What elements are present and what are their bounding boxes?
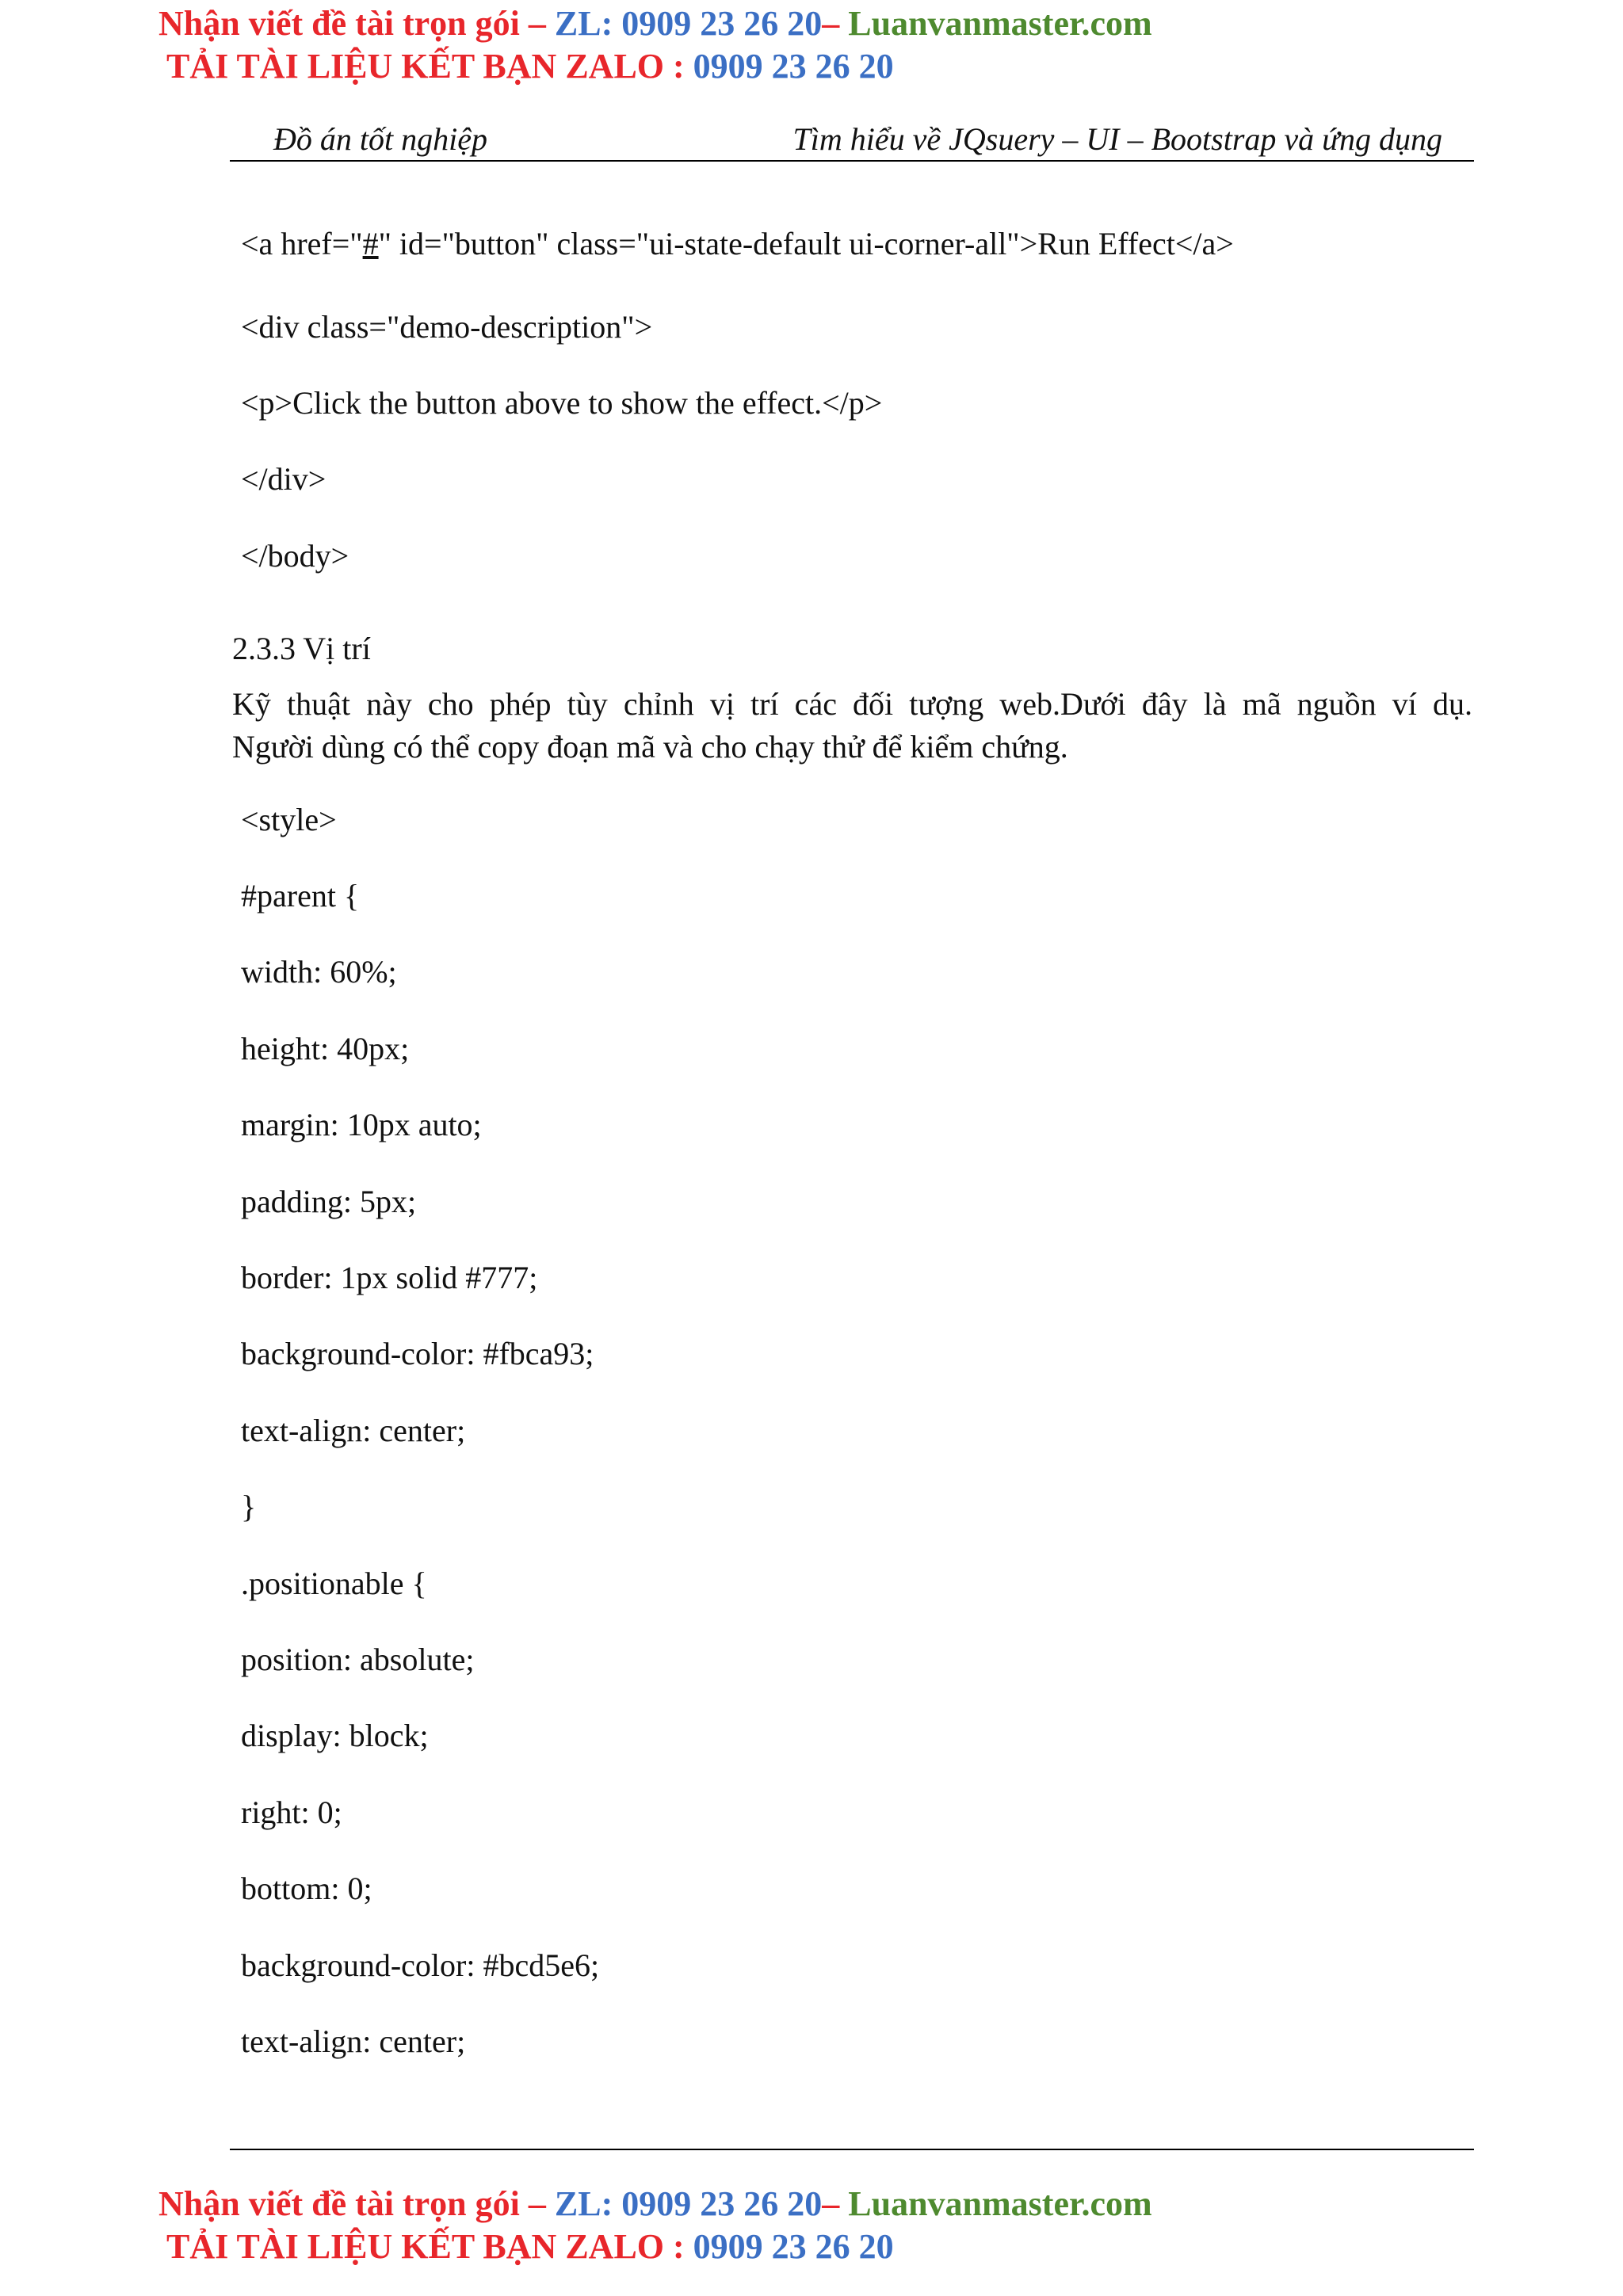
code-line-div-open: <div class="demo-description"> bbox=[241, 309, 653, 345]
running-head-right: Tìm hiểu về JQsuery – UI – Bootstrap và ứng dụng bbox=[792, 121, 1442, 157]
code-anchor-start: <a href=" bbox=[241, 226, 363, 261]
code-line-paragraph: <p>Click the button above to show the effect.</p> bbox=[241, 385, 883, 421]
top-banner-line-2 bbox=[166, 46, 894, 87]
style-code-line: display: block; bbox=[241, 1718, 429, 1753]
banner-download-phone: 0909 23 26 20 bbox=[693, 47, 894, 86]
banner-dash: – bbox=[822, 4, 849, 43]
banner-separator: – bbox=[519, 2184, 555, 2223]
code-anchor-hash: # bbox=[362, 226, 379, 261]
style-code-line: text-align: center; bbox=[241, 2023, 466, 2059]
banner-dash: – bbox=[822, 2184, 849, 2223]
banner-download-phone: 0909 23 26 20 bbox=[693, 2227, 894, 2266]
style-code-line: width: 60%; bbox=[241, 954, 397, 990]
banner-download-text: TẢI TÀI LIỆU KẾT BẠN ZALO : bbox=[166, 47, 693, 86]
style-code-line: bottom: 0; bbox=[241, 1871, 372, 1906]
style-code-line: margin: 10px auto; bbox=[241, 1107, 482, 1142]
code-line-body-close: </body> bbox=[241, 538, 349, 574]
banner-download-text: TẢI TÀI LIỆU KẾT BẠN ZALO : bbox=[166, 2227, 693, 2266]
style-code-line: background-color: #bcd5e6; bbox=[241, 1947, 600, 1983]
style-code-line: height: 40px; bbox=[241, 1031, 410, 1066]
style-code-line: } bbox=[241, 1489, 257, 1524]
banner-website: Luanvanmaster.com bbox=[848, 2184, 1152, 2223]
style-code-line: #parent { bbox=[241, 878, 360, 913]
paragraph-line-1: Kỹ thuật này cho phép tùy chỉnh vị trí các đối tượng web.Dưới đây là mã nguồn ví dụ. bbox=[232, 686, 1472, 722]
code-anchor-end: " id="button" class="ui-state-default ui-corner-all">Run Effect</a> bbox=[378, 226, 1234, 261]
code-line-div-close: </div> bbox=[241, 461, 327, 497]
section-paragraph bbox=[232, 683, 1472, 769]
bottom-banner-line-2 bbox=[166, 2226, 894, 2267]
banner-zalo-phone: ZL: 0909 23 26 20 bbox=[554, 4, 823, 43]
bottom-banner-line-1 bbox=[158, 2183, 1152, 2225]
style-code-line: .positionable { bbox=[241, 1566, 427, 1601]
style-code-line: position: absolute; bbox=[241, 1642, 475, 1677]
style-code-line: padding: 5px; bbox=[241, 1184, 417, 1219]
section-heading: 2.3.3 Vị trí bbox=[232, 631, 371, 666]
running-head-left: Đồ án tốt nghiệp bbox=[273, 121, 487, 157]
top-banner-line-1 bbox=[158, 3, 1152, 44]
style-code-line: border: 1px solid #777; bbox=[241, 1260, 538, 1295]
style-code-line: text-align: center; bbox=[241, 1413, 466, 1448]
banner-zalo-phone: ZL: 0909 23 26 20 bbox=[554, 2184, 823, 2223]
paragraph-line-2: Người dùng có thể copy đoạn mã và cho chạy thử để kiểm chứng. bbox=[232, 729, 1068, 765]
banner-slogan: Nhận viết đề tài trọn gói bbox=[158, 2184, 520, 2223]
style-code-line: right: 0; bbox=[241, 1794, 342, 1830]
code-line-anchor bbox=[241, 224, 1234, 264]
style-code-line: background-color: #fbca93; bbox=[241, 1336, 594, 1371]
running-head bbox=[230, 119, 1474, 162]
banner-website: Luanvanmaster.com bbox=[848, 4, 1152, 43]
footer-rule bbox=[230, 2149, 1474, 2150]
banner-separator: – bbox=[519, 4, 555, 43]
style-code-line: <style> bbox=[241, 802, 337, 837]
banner-slogan: Nhận viết đề tài trọn gói bbox=[158, 4, 520, 43]
